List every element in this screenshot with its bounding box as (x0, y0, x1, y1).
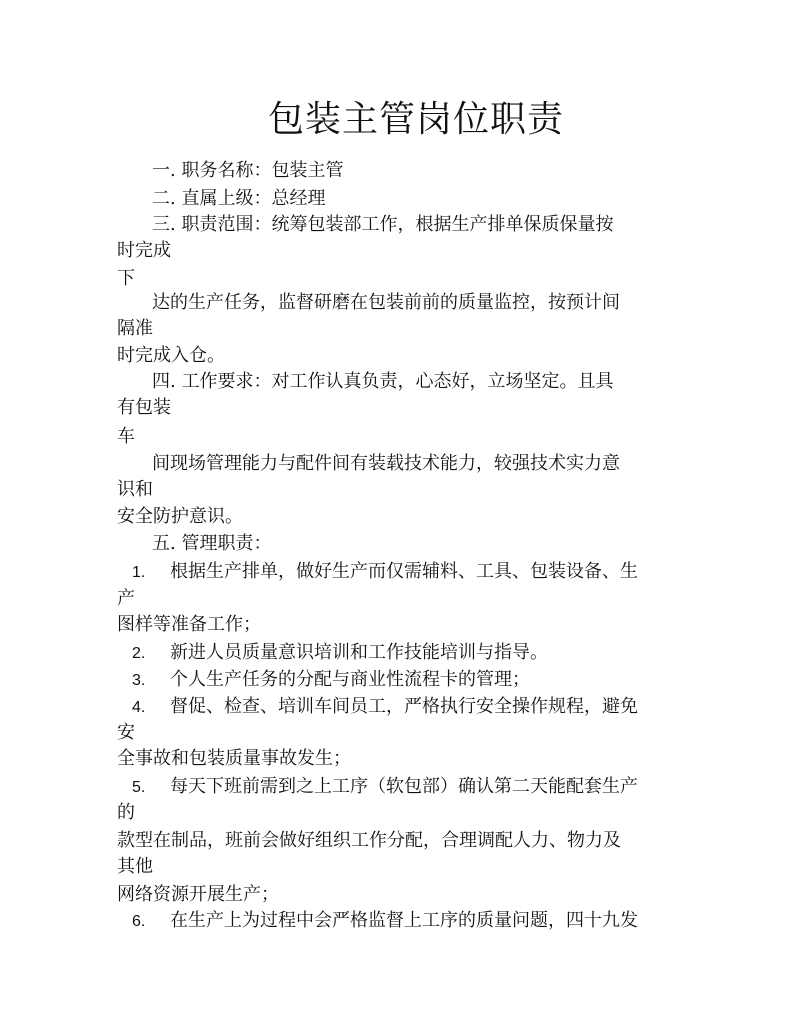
text-line: 其他 (117, 856, 153, 877)
numbered-item (132, 667, 530, 694)
text-line: 网络资源开展生产； (117, 884, 279, 905)
item-number: 6. (132, 913, 146, 930)
text-line: 安全防护意识。 (117, 506, 243, 527)
numbered-item (132, 640, 548, 667)
text-line: 下 (117, 268, 135, 289)
text-line: 间现场管理能力与配件间有装载技术能力，较强技术实力意 (152, 453, 620, 474)
item-number: 2. (132, 645, 146, 662)
item-text: 督促、检查、培训车间员工，严格执行安全操作规程，避免 (170, 696, 638, 717)
numbered-item (132, 774, 638, 801)
item-text: 根据生产排单，做好生产而仅需辅料、工具、包装设备、生 (170, 561, 638, 582)
text-line: 款型在制品，班前会做好组织工作分配，合理调配人力、物力及 (117, 830, 621, 851)
item-number: 3. (132, 672, 146, 689)
text-line: 图样等准备工作； (117, 614, 261, 635)
text-line: 时完成 (117, 240, 171, 261)
text-line: 一. 职务名称：包装主管 (152, 160, 344, 181)
item-text: 每天下班前需到之上工序（软包部）确认第二天能配套生产 (170, 776, 638, 797)
text-line: 识和 (117, 479, 153, 500)
text-line: 有包装 (117, 397, 171, 418)
item-text: 在生产上为过程中会严格监督上工序的质量问题，四十九发 (170, 910, 638, 931)
document-title: 包装主管岗位职责 (267, 99, 564, 140)
text-line: 五. 管理职责： (152, 533, 272, 554)
numbered-item (132, 908, 638, 935)
text-line: 隔准 (117, 318, 153, 339)
item-number: 4. (132, 699, 146, 716)
text-line: 车 (117, 426, 135, 447)
text-line: 安 (117, 722, 135, 743)
item-number: 1. (132, 564, 146, 581)
item-text: 新进人员质量意识培训和工作技能培训与指导。 (170, 642, 548, 663)
item-number: 5. (132, 779, 146, 796)
text-line: 产 (117, 588, 135, 609)
text-line: 全事故和包装质量事故发生； (117, 748, 351, 769)
text-line: 时完成入仓。 (117, 345, 225, 366)
text-line: 四. 工作要求：对工作认真负责，心态好，立场坚定。且具 (152, 371, 614, 392)
text-line: 二. 直属上级：总经理 (152, 188, 326, 209)
numbered-item (132, 559, 638, 586)
text-line: 达的生产任务，监督研磨在包装前前的质量监控，按预计间 (152, 292, 620, 313)
item-text: 个人生产任务的分配与商业性流程卡的管理； (170, 669, 530, 690)
text-line: 的 (117, 802, 135, 823)
numbered-item (132, 694, 638, 721)
text-line: 三. 职责范围：统筹包装部工作，根据生产排单保质保量按 (152, 214, 614, 235)
